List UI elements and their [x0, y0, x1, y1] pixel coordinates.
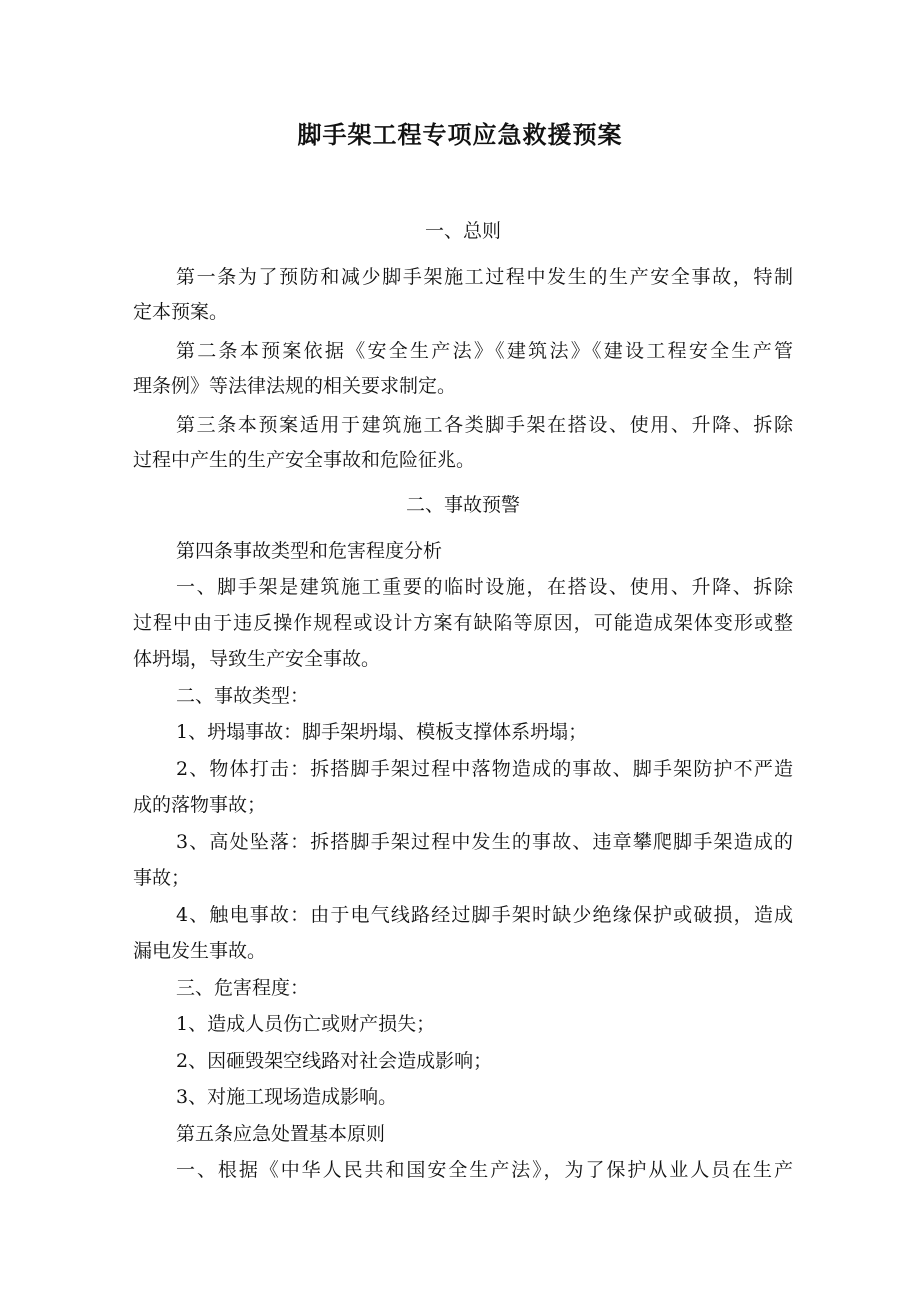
list-item: 1、造成人员伤亡或财产损失； [176, 1013, 436, 1035]
article-heading: 第五条应急处置基本原则 [176, 1123, 386, 1145]
paragraph-line: 一、根据《中华人民共和国安全生产法》，为了保护从业人员在生产 [176, 1159, 793, 1181]
section-heading-general: 一、总则 [424, 220, 501, 242]
list-item-continuation: 事故； [133, 867, 191, 889]
article-heading: 第四条事故类型和危害程度分析 [176, 540, 443, 562]
list-item: 3、高处坠落：拆搭脚手架过程中发生的事故、违章攀爬脚手架造成的 [176, 831, 793, 853]
section-heading-warning: 二、事故预警 [405, 494, 520, 516]
paragraph-line: 体坍塌，导致生产安全事故。 [133, 648, 381, 670]
paragraph-line: 过程中产生的生产安全事故和危险征兆。 [133, 449, 476, 471]
list-item: 1、坍塌事故：脚手架坍塌、模板支撑体系坍塌； [176, 721, 588, 743]
list-heading: 二、事故类型： [176, 685, 310, 707]
paragraph-line: 定本预案。 [133, 301, 229, 323]
paragraph-line: 第一条为了预防和减少脚手架施工过程中发生的生产安全事故，特制 [176, 266, 793, 288]
list-item: 2、因砸毁架空线路对社会造成影响； [176, 1050, 493, 1072]
list-item: 3、对施工现场造成影响。 [176, 1086, 398, 1108]
list-heading: 三、危害程度： [176, 977, 310, 999]
paragraph-line: 第二条本预案依据《安全生产法》《建筑法》《建设工程安全生产管 [176, 340, 793, 362]
document-title: 脚手架工程专项应急救援预案 [297, 121, 623, 149]
list-item: 2、物体打击：拆搭脚手架过程中落物造成的事故、脚手架防护不严造 [176, 758, 793, 780]
paragraph-line: 一、脚手架是建筑施工重要的临时设施，在搭设、使用、升降、拆除 [176, 576, 793, 598]
paragraph-line: 第三条本预案适用于建筑施工各类脚手架在搭设、使用、升降、拆除 [176, 414, 793, 436]
paragraph-line: 理条例》等法律法规的相关要求制定。 [133, 375, 457, 397]
list-item-continuation: 成的落物事故； [133, 794, 267, 816]
list-item-continuation: 漏电发生事故。 [133, 940, 267, 962]
list-item: 4、触电事故：由于电气线路经过脚手架时缺少绝缘保护或破损，造成 [176, 904, 793, 926]
paragraph-line: 过程中由于违反操作规程或设计方案有缺陷等原因，可能造成架体变形或整 [133, 612, 793, 634]
